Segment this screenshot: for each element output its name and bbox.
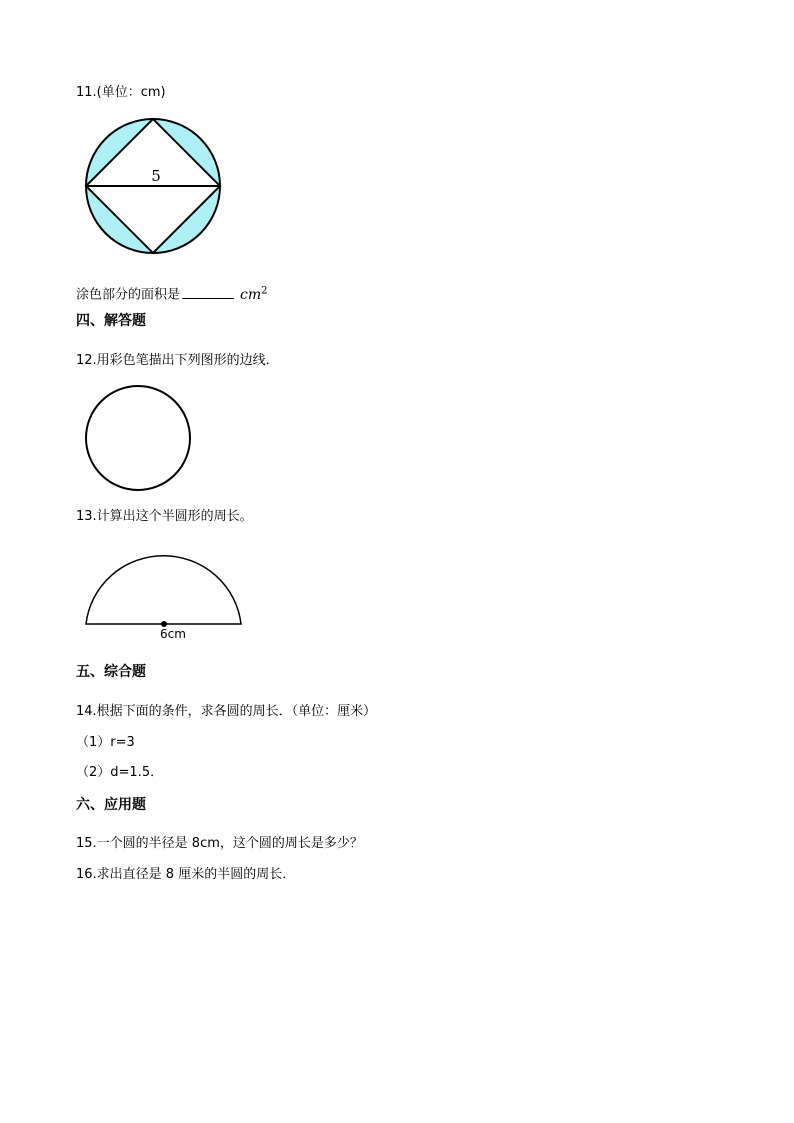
q14-item-1: （1）r=3 xyxy=(76,735,135,750)
q13-title: 13.计算出这个半圆形的周长。 xyxy=(76,509,253,524)
section-5-heading: 五、综合题 xyxy=(76,664,146,680)
q12-circle xyxy=(86,386,190,490)
q15-title: 15.一个圆的半径是 8cm，这个圆的周长是多少？ xyxy=(76,836,363,851)
q11-answer-line xyxy=(76,282,268,305)
q11-unit: $cm^2$ xyxy=(240,285,268,303)
q13-diameter-label: 6cm xyxy=(160,627,186,641)
q14-item-2: （2）d=1.5． xyxy=(76,765,164,780)
q12-figure xyxy=(84,384,194,494)
q13-figure xyxy=(84,545,244,645)
q12-title: 12.用彩色笔描出下列图形的边线． xyxy=(76,353,279,368)
q11-title: 11.(单位：cm) xyxy=(76,85,166,100)
q11-diameter-label: 5 xyxy=(151,167,161,185)
q14-title: 14.根据下面的条件，求各圆的周长．（单位：厘米） xyxy=(76,704,377,719)
section-6-heading: 六、应用题 xyxy=(76,797,146,813)
q11-answer-prefix: 涂色部分的面积是 xyxy=(76,287,181,303)
q11-answer-blank[interactable] xyxy=(182,286,234,299)
q11-figure xyxy=(80,114,226,260)
q16-title: 16.求出直径是 8 厘米的半圆的周长． xyxy=(76,867,296,882)
q13-semicircle xyxy=(86,556,241,624)
section-4-heading: 四、解答题 xyxy=(76,313,146,329)
